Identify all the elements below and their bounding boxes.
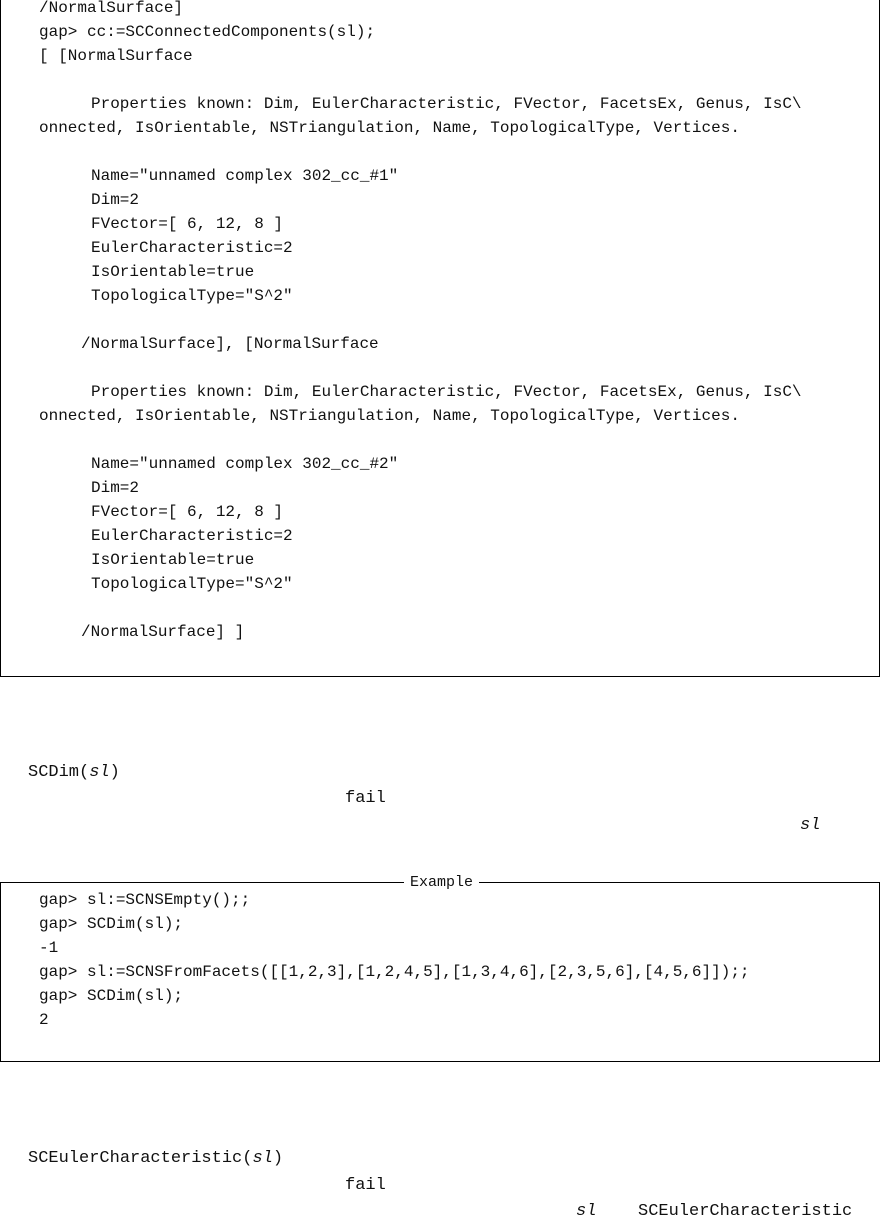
- function-reference: SCEulerCharacteristic: [638, 1202, 853, 1221]
- code-line: gap> sl:=SCNSFromFacets([[1,2,3],[1,2,4,5],[1,3,4,6],[2,3,5,6],[4,5,6]]);;: [39, 963, 750, 981]
- code-line: TopologicalType="S^2": [91, 287, 293, 305]
- function-arg: sl: [89, 763, 110, 782]
- code-line: EulerCharacteristic=2: [91, 239, 293, 257]
- code-line: EulerCharacteristic=2: [91, 527, 293, 545]
- code-line: gap> SCDim(sl);: [39, 915, 184, 933]
- code-line: Name="unnamed complex 302_cc_#2": [91, 455, 399, 473]
- example-label: Example: [404, 873, 479, 893]
- code-line: gap> sl:=SCNSEmpty();;: [39, 891, 251, 909]
- return-value-fail: fail: [345, 789, 386, 808]
- function-close: ): [272, 1149, 284, 1168]
- function-name: SCDim(: [28, 763, 90, 782]
- code-line: [ [NormalSurface: [39, 47, 193, 65]
- code-line: IsOrientable=true: [91, 551, 255, 569]
- argument-reference: sl: [576, 1202, 597, 1221]
- argument-reference: sl: [800, 816, 821, 835]
- code-line: onnected, IsOrientable, NSTriangulation, Name, TopologicalType, Vertices.: [39, 119, 740, 137]
- code-line: Dim=2: [91, 479, 140, 497]
- function-arg: sl: [252, 1149, 273, 1168]
- code-line: Properties known: Dim, EulerCharacteristic, FVector, FacetsEx, Genus, IsC\: [91, 383, 802, 401]
- function-signature-sceulercharacteristic: [28, 1148, 283, 1170]
- code-line: -1: [39, 939, 59, 957]
- code-line: /NormalSurface]: [39, 0, 184, 17]
- function-close: ): [109, 763, 120, 782]
- code-listing-example: [0, 874, 880, 1062]
- code-line: IsOrientable=true: [91, 263, 255, 281]
- code-line: gap> SCDim(sl);: [39, 987, 184, 1005]
- function-signature-scdim: [28, 762, 120, 784]
- code-line: FVector=[ 6, 12, 8 ]: [91, 503, 284, 521]
- code-line: Name="unnamed complex 302_cc_#1": [91, 167, 399, 185]
- code-line: Properties known: Dim, EulerCharacteristic, FVector, FacetsEx, Genus, IsC\: [91, 95, 802, 113]
- return-value-fail: fail: [345, 1176, 386, 1195]
- code-line: /NormalSurface], [NormalSurface: [81, 335, 379, 353]
- code-line: FVector=[ 6, 12, 8 ]: [91, 215, 284, 233]
- code-line: 2: [39, 1011, 49, 1029]
- code-line: /NormalSurface] ]: [81, 623, 245, 641]
- code-line: Dim=2: [91, 191, 140, 209]
- code-line: gap> cc:=SCConnectedComponents(sl);: [39, 23, 376, 41]
- code-line: TopologicalType="S^2": [91, 575, 293, 593]
- code-line: onnected, IsOrientable, NSTriangulation, Name, TopologicalType, Vertices.: [39, 407, 740, 425]
- function-name: SCEulerCharacteristic(: [28, 1149, 253, 1168]
